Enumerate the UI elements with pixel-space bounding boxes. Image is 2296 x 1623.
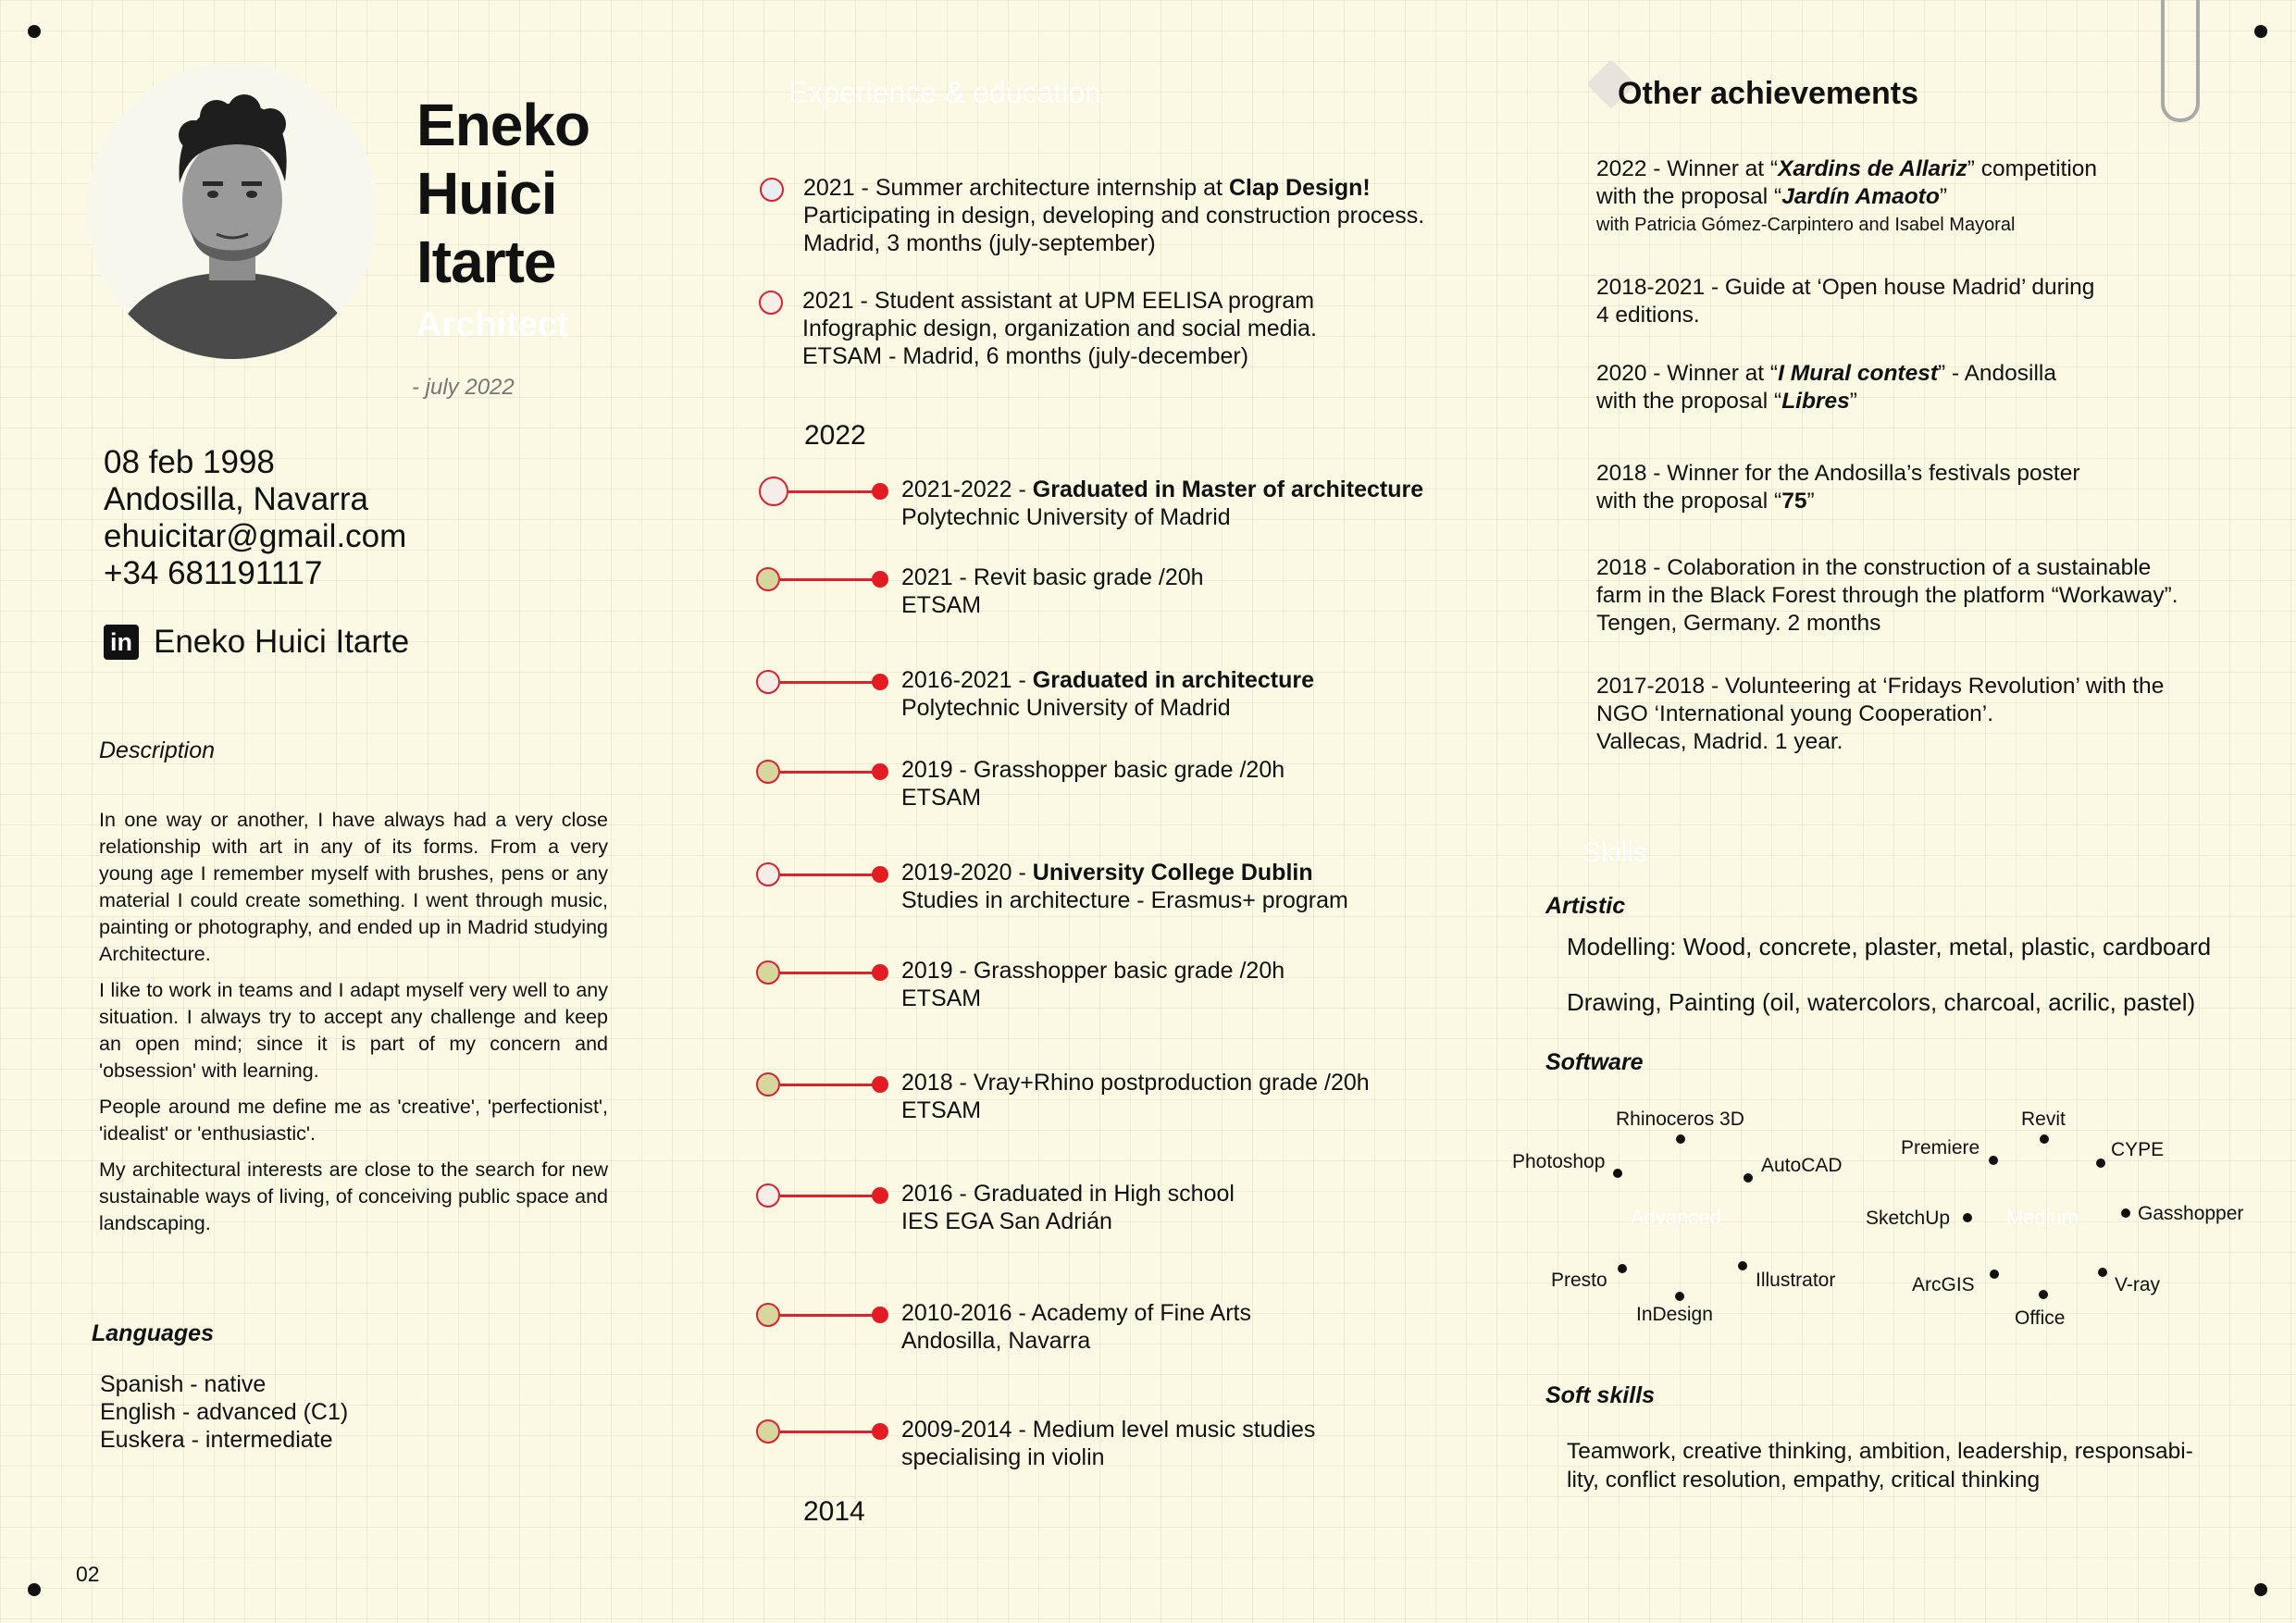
experience-entry: 2021 - Summer architecture internship at Clap Design! Participating in design, developing and construction process. Madrid, 3 months (july-september) bbox=[803, 175, 1425, 256]
timeline-circle bbox=[760, 178, 784, 202]
education-entry: 2016 - Graduated in High school IES EGA San Adrián bbox=[901, 1181, 1235, 1234]
timeline-connector bbox=[780, 681, 876, 684]
timeline-connector bbox=[788, 490, 876, 493]
timeline-dot bbox=[872, 763, 888, 780]
soft-skills-text: Teamwork, creative thinking, ambition, leadership, responsabi-lity, conflict resolution, empathy, critical thinking bbox=[1567, 1439, 2193, 1493]
timeline-dot bbox=[872, 483, 888, 500]
timeline-connector bbox=[780, 771, 876, 774]
contact-block bbox=[104, 444, 406, 592]
soft-skills-heading: Soft skills bbox=[1545, 1382, 1656, 1408]
achievement-item: 2018 - Winner for the Andosilla’s festivals poster with the proposal “75” bbox=[1596, 461, 2080, 514]
software-dot bbox=[2040, 1134, 2049, 1144]
software-item: ArcGIS bbox=[1912, 1274, 1975, 1295]
last-name-1: Huici bbox=[416, 160, 557, 227]
software-item: Illustrator bbox=[1756, 1270, 1836, 1291]
timeline-connector bbox=[780, 1431, 876, 1433]
timeline-dot bbox=[872, 1423, 888, 1440]
linkedin-link[interactable] bbox=[104, 624, 409, 661]
software-item: CYPE bbox=[2111, 1139, 2165, 1160]
software-dot bbox=[1744, 1173, 1753, 1183]
profession-subtitle: Architect bbox=[416, 305, 569, 344]
description-paragraph: People around me define me as 'creative', 'perfectionist', 'idealist' or 'enthusiastic'. bbox=[99, 1096, 608, 1145]
last-name-2: Itarte bbox=[416, 229, 556, 295]
software-dot bbox=[1989, 1156, 1998, 1165]
medium-label: Medium bbox=[2006, 1206, 2079, 1229]
software-item: SketchUp bbox=[1866, 1208, 1951, 1229]
description-heading: Description bbox=[99, 737, 216, 763]
first-name: Eneko bbox=[416, 92, 590, 158]
software-dot bbox=[2096, 1158, 2105, 1168]
timeline-circle bbox=[756, 1303, 780, 1327]
timeline-connector bbox=[780, 972, 876, 974]
education-entry: 2010-2016 - Academy of Fine Arts Andosilla, Navarra bbox=[901, 1300, 1251, 1354]
software-item: Office bbox=[2015, 1307, 2066, 1329]
software-item: InDesign bbox=[1636, 1304, 1713, 1325]
timeline-connector bbox=[780, 578, 876, 581]
language-item: English - advanced (C1) bbox=[100, 1399, 349, 1425]
artistic-skill: Drawing, Painting (oil, watercolors, charcoal, acrilic, pastel) bbox=[1567, 988, 2196, 1016]
software-item: Revit bbox=[2021, 1109, 2066, 1130]
birth-date: 08 feb 1998 bbox=[104, 444, 275, 480]
education-entry: 2019 - Grasshopper basic grade /20h ETSAM bbox=[901, 757, 1285, 811]
timeline-dot bbox=[872, 571, 888, 588]
language-item: Spanish - native bbox=[100, 1371, 267, 1397]
timeline-circle bbox=[756, 567, 780, 591]
software-dot bbox=[1613, 1169, 1622, 1178]
corner-dot bbox=[28, 25, 41, 38]
skills-heading: Skills bbox=[1582, 837, 1648, 868]
software-heading: Software bbox=[1545, 1049, 1644, 1075]
page-number: 02 bbox=[76, 1562, 100, 1586]
linkedin-name: Eneko Huici Itarte bbox=[154, 624, 410, 660]
language-item: Euskera - intermediate bbox=[100, 1427, 333, 1453]
software-dot bbox=[2039, 1290, 2048, 1299]
timeline-year-top: 2022 bbox=[804, 420, 866, 451]
paperclip-icon bbox=[2161, 0, 2200, 122]
corner-dot bbox=[2254, 1583, 2267, 1596]
timeline-circle bbox=[756, 1072, 780, 1096]
education-entry: 2019-2020 - University College Dublin Studies in architecture - Erasmus+ program bbox=[901, 860, 1348, 913]
timeline-connector bbox=[780, 873, 876, 876]
timeline-circle bbox=[759, 477, 788, 506]
software-item: Rhinoceros 3D bbox=[1616, 1109, 1744, 1130]
software-dot bbox=[1990, 1270, 1999, 1279]
linkedin-icon: in bbox=[104, 625, 139, 660]
timeline-circle bbox=[756, 862, 780, 886]
corner-dot bbox=[2254, 25, 2267, 38]
software-dot bbox=[1963, 1213, 1972, 1222]
achievements-heading: Other achievements bbox=[1618, 76, 1919, 111]
software-dot bbox=[2098, 1268, 2107, 1277]
timeline-dot bbox=[872, 964, 888, 981]
experience-entry: 2021 - Student assistant at UPM EELISA program Infographic design, organization and social media. ETSAM - Madrid, 6 months (july-december) bbox=[802, 288, 1317, 369]
artistic-skill: Modelling: Wood, concrete, plaster, metal, plastic, cardboard bbox=[1567, 933, 2212, 960]
artistic-heading: Artistic bbox=[1545, 893, 1626, 919]
description-text bbox=[99, 807, 608, 1246]
description-paragraph: My architectural interests are close to the search for new sustainable ways of living, of conceiving public space and landscaping. bbox=[99, 1158, 608, 1234]
phone[interactable]: +34 681191117 bbox=[104, 555, 323, 591]
profile-photo bbox=[87, 63, 378, 359]
timeline-circle bbox=[756, 1183, 780, 1208]
email[interactable]: ehuicitar@gmail.com bbox=[104, 518, 407, 554]
software-dot bbox=[2121, 1208, 2130, 1218]
timeline-circle bbox=[756, 960, 780, 985]
software-dot bbox=[1675, 1292, 1684, 1301]
software-item: Photoshop bbox=[1512, 1151, 1606, 1172]
timeline-dot bbox=[872, 866, 888, 883]
software-dot bbox=[1676, 1134, 1685, 1144]
software-item: Presto bbox=[1551, 1270, 1607, 1291]
education-entry: 2018 - Vray+Rhino postproduction grade /20h ETSAM bbox=[901, 1070, 1370, 1123]
software-dot bbox=[1618, 1264, 1627, 1273]
education-entry: 2021-2022 - Graduated in Master of architecture Polytechnic University of Madrid bbox=[901, 477, 1424, 530]
education-entry: 2009-2014 - Medium level music studies specialising in violin bbox=[901, 1417, 1316, 1470]
timeline-connector bbox=[780, 1314, 876, 1317]
software-dot bbox=[1738, 1261, 1747, 1270]
languages-heading: Languages bbox=[92, 1320, 214, 1346]
timeline-dot bbox=[872, 674, 888, 690]
software-item: Gasshopper bbox=[2138, 1203, 2244, 1224]
timeline-dot bbox=[872, 1187, 888, 1204]
timeline-title: Experience & education bbox=[788, 76, 1101, 109]
timeline-circle bbox=[756, 1419, 780, 1443]
timeline-circle bbox=[756, 670, 780, 694]
achievement-item: 2018-2021 - Guide at ‘Open house Madrid’ during 4 editions. bbox=[1596, 275, 2095, 328]
timeline-year-bottom: 2014 bbox=[803, 1496, 865, 1527]
timeline-circle bbox=[759, 291, 783, 315]
education-entry: 2021 - Revit basic grade /20h ETSAM bbox=[901, 564, 1204, 618]
achievement-item: 2018 - Colaboration in the construction of a sustainable farm in the Black Forest through the platform “Workaway”. Tengen, Germany. 2 months bbox=[1596, 555, 2178, 636]
location: Andosilla, Navarra bbox=[104, 481, 368, 517]
education-entry: 2016-2021 - Graduated in architecture Polytechnic University of Madrid bbox=[901, 667, 1315, 721]
timeline-connector bbox=[780, 1195, 876, 1197]
timeline-dot bbox=[872, 1307, 888, 1323]
description-paragraph: In one way or another, I have always had a very close relationship with art in any of its forms. From a very young age I remember myself with brushes, pens or any material I could create something. I went through music, painting or photography, and ended up in Madrid studying Architecture. bbox=[99, 809, 608, 965]
advanced-label: Advanced bbox=[1631, 1206, 1721, 1229]
corner-dot bbox=[28, 1583, 41, 1596]
achievement-item: 2020 - Winner at “I Mural contest” - Andosilla with the proposal “Libres” bbox=[1596, 361, 2056, 414]
achievement-item: 2017-2018 - Volunteering at ‘Fridays Revolution’ with the NGO ‘International young Cooperation’. Vallecas, Madrid. 1 year. bbox=[1596, 674, 2165, 754]
software-item: AutoCAD bbox=[1761, 1155, 1843, 1176]
software-item: V-ray bbox=[2115, 1274, 2161, 1295]
software-item: Premiere bbox=[1901, 1137, 1980, 1158]
timeline-circle bbox=[756, 760, 780, 784]
languages-list bbox=[100, 1370, 348, 1454]
date-range: - july 2022 bbox=[412, 375, 515, 400]
timeline-dot bbox=[872, 1076, 888, 1093]
timeline-connector bbox=[780, 1084, 876, 1086]
achievement-item: 2022 - Winner at “Xardins de Allariz” competition with the proposal “Jardín Amaoto” with Patricia Gómez-Carpintero and Isabel Mayoral bbox=[1596, 156, 2098, 235]
description-paragraph: I like to work in teams and I adapt myself very well to any situation. I always try to accept any challenge and keep an open mind; since it is part of my concern and 'obsession' with learning. bbox=[99, 979, 608, 1082]
education-entry: 2019 - Grasshopper basic grade /20h ETSAM bbox=[901, 958, 1285, 1011]
